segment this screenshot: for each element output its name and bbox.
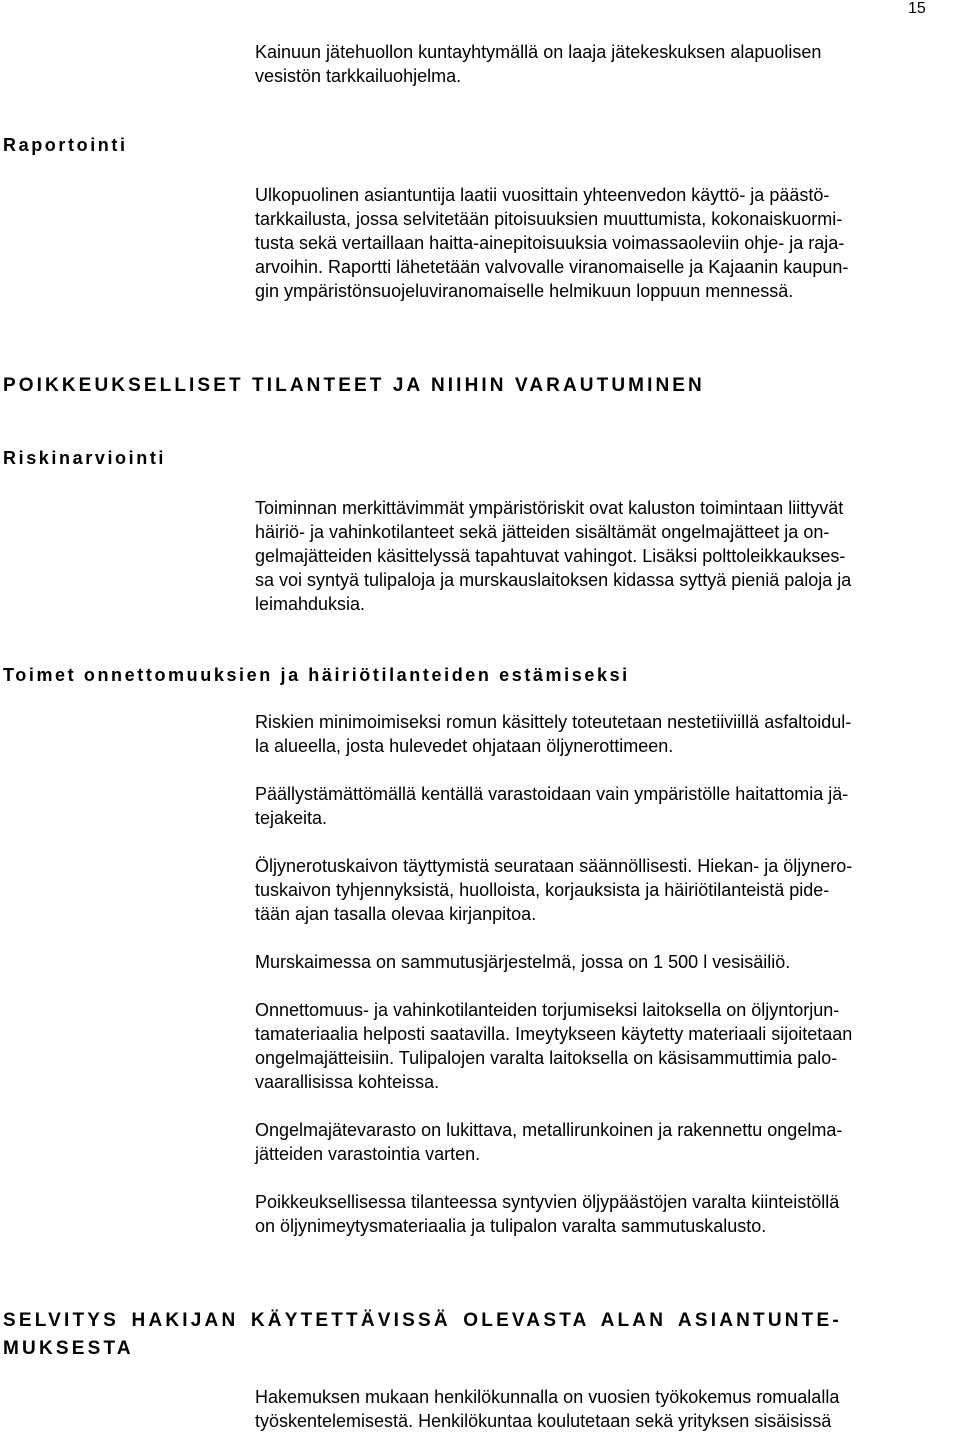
toimet-paragraph-7: Poikkeuksellisessa tilanteessa syntyvien öljypäästöjen varalta kiinteistöllä on öljynimeytysmateriaalia ja tulipalon varalta sammutuskalusto. bbox=[255, 1192, 840, 1236]
riskinarviointi-heading: Riskinarviointi bbox=[3, 448, 167, 468]
toimet-heading: Toimet onnettomuuksien ja häiriötilanteiden estämiseksi bbox=[3, 665, 630, 685]
selvitys-heading: SELVITYS HAKIJAN KÄYTETTÄVISSÄ OLEVASTA ALAN ASIANTUNTE- MUKSESTA bbox=[3, 1310, 842, 1359]
raportointi-paragraph: Ulkopuolinen asiantuntija laatii vuosittain yhteenvedon käyttö- ja päästö- tarkkailusta, jossa selvitetään pitoisuuksien muuttumista, kokonaiskuormi- tusta sekä vertaillaan haitta-ainepitoisuuksia voimassaoleviin ohje- ja raja- arvoihin. Raportti lähetetään valvovalle viranomaiselle ja Kajaanin kaupun- gin ympäristönsuojeluviranomaiselle helmikuun loppuun mennessä. bbox=[255, 185, 849, 301]
toimet-paragraph-3: Öljynerotuskaivon täyttymistä seurataan säännöllisesti. Hiekan- ja öljynero- tuskaivon tyhjennyksistä, huolloista, korjauksista ja häiriötilanteistä pide- tään ajan tasalla olevaa kirjanpitoa. bbox=[255, 856, 853, 924]
toimet-paragraph-1: Riskien minimoimiseksi romun käsittely toteutetaan nestetiiviillä asfaltoidul- la alueella, josta hulevedet ohjataan öljynerottimeen. bbox=[255, 712, 852, 756]
toimet-paragraph-4: Murskaimessa on sammutusjärjestelmä, jossa on 1 500 l vesisäiliö. bbox=[255, 952, 791, 972]
raportointi-heading: Raportointi bbox=[3, 135, 128, 155]
page-number: 15 bbox=[908, 0, 926, 17]
riskinarviointi-paragraph: Toiminnan merkittävimmät ympäristöriskit ovat kaluston toimintaan liittyvät häiriö- ja vahinkotilanteet sekä jätteiden sisältämät ongelmajätteet ja on- gelmajätteiden käsittelyssä tapahtuvat vahingot. Lisäksi polttoleikkaukses- sa voi syntyä tulipaloja ja murskauslaitoksen kidassa syttyä pieniä paloja ja leimahduksia. bbox=[255, 498, 852, 614]
selvitys-paragraph: Hakemuksen mukaan henkilökunnalla on vuosien työkokemus romualalla työskentelemisestä. Henkilökuntaa koulutetaan sekä yrityksen sisäisissä bbox=[255, 1387, 840, 1431]
toimet-paragraph-6: Ongelmajätevarasto on lukittava, metallirunkoinen ja rakennettu ongelma- jätteiden varastointia varten. bbox=[255, 1120, 843, 1164]
toimet-paragraph-5: Onnettomuus- ja vahinkotilanteiden torjumiseksi laitoksella on öljyntorjun- tamateriaalia helposti saatavilla. Imeytykseen käytetty materiaali sijoitetaan ongelmajätteisiin. Tulipalojen varalta laitoksella on käsisammuttimia palo- vaarallisissa kohteissa. bbox=[255, 1000, 853, 1092]
toimet-paragraph-2: Päällystämättömällä kentällä varastoidaan vain ympäristölle haitattomia jä- tejakeita. bbox=[255, 784, 849, 828]
poikkeukselliset-heading: POIKKEUKSELLISET TILANTEET JA NIIHIN VARAUTUMINEN bbox=[3, 375, 705, 396]
intro-paragraph: Kainuun jätehuollon kuntayhtymällä on laaja jätekeskuksen alapuolisen vesistön tarkkailuohjelma. bbox=[255, 42, 822, 86]
